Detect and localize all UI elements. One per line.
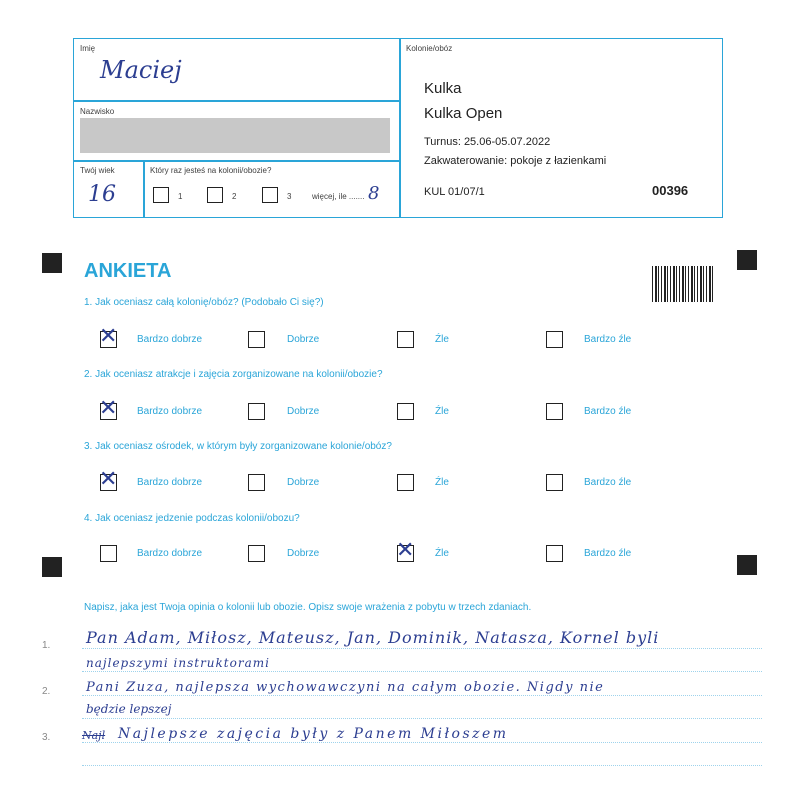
struck-word: Najl [82, 729, 106, 742]
line-number: 1. [42, 640, 51, 651]
header-divider [143, 160, 145, 218]
answer-checkbox-q1-1[interactable] [99, 324, 118, 349]
times-option-3: 3 [287, 192, 292, 201]
header-divider [399, 38, 401, 218]
times-label: Który raz jesteś na kolonii/obozie? [150, 166, 272, 175]
times-checkbox-3[interactable] [262, 187, 278, 203]
question-4: 4. Jak oceniasz jedzenie podczas kolonii/obozu? [84, 513, 300, 524]
age-label: Twój wiek [80, 166, 115, 175]
answer-option-label: Bardzo dobrze [137, 477, 203, 488]
answer-option-label: Bardzo źle [584, 406, 632, 417]
more-label: więcej, ile ....... [312, 192, 365, 201]
opinion-prompt: Napisz, jaka jest Twoja opinia o kolonii lub obozie. Opisz swoje wrażenia z pobytu w trzech zdaniach. [84, 602, 532, 613]
barcode [652, 266, 714, 302]
camp-program: Kulka Open [424, 105, 503, 122]
answer-checkbox-q1-2[interactable] [248, 331, 265, 348]
redacted-surname [80, 118, 390, 153]
answer-option-label: Źle [435, 548, 449, 559]
answer-option-label: Dobrze [287, 477, 320, 488]
answer-option-label: Bardzo dobrze [137, 406, 203, 417]
registration-marker [42, 557, 62, 577]
answer-line-1: Pan Adam, Miłosz, Mateusz, Jan, Dominik, Natasza, Kornel byli [86, 628, 660, 647]
answer-checkbox-q2-1[interactable] [99, 396, 118, 421]
times-option-2: 2 [232, 192, 237, 201]
name-label: Imię [80, 44, 96, 53]
answer-option-label: Bardzo dobrze [137, 334, 203, 345]
header-divider [73, 160, 400, 162]
answer-option-label: Źle [435, 477, 449, 488]
answer-checkbox-q4-3[interactable] [396, 538, 415, 563]
answer-option-label: Źle [435, 406, 449, 417]
answer-line-5: Najlepsze zajęcia były z Panem Miłoszem [118, 726, 509, 742]
answer-option-label: Dobrze [287, 334, 320, 345]
answer-option-label: Bardzo źle [584, 477, 632, 488]
answer-checkbox-q1-4[interactable] [546, 331, 563, 348]
times-checkbox-1[interactable] [153, 187, 169, 203]
check-mark-icon: ✕ [99, 396, 118, 421]
answer-option-label: Bardzo źle [584, 548, 632, 559]
question-1: 1. Jak oceniasz całą kolonię/obóz? (Podobało Ci się?) [84, 297, 324, 308]
answer-option-label: Bardzo źle [584, 334, 632, 345]
surname-label: Nazwisko [80, 107, 115, 116]
writing-line [82, 718, 762, 719]
writing-line [82, 765, 762, 766]
header-divider [73, 100, 400, 102]
question-2: 2. Jak oceniasz atrakcje i zajęcia zorganizowane na kolonii/obozie? [84, 369, 383, 380]
check-mark-icon: ✕ [99, 324, 118, 349]
turnus: Turnus: 25.06-05.07.2022 [424, 136, 551, 148]
writing-line [82, 695, 762, 696]
answer-checkbox-q4-4[interactable] [546, 545, 563, 562]
answer-checkbox-q2-2[interactable] [248, 403, 265, 420]
answer-line-4: będzie lepszej [86, 702, 172, 716]
line-number: 3. [42, 732, 51, 743]
answer-option-label: Bardzo dobrze [137, 548, 203, 559]
form-number: 00396 [652, 183, 689, 198]
answer-checkbox-q3-2[interactable] [248, 474, 265, 491]
answer-checkbox-q2-4[interactable] [546, 403, 563, 420]
survey-title: ANKIETA [84, 260, 172, 282]
answer-checkbox-q3-4[interactable] [546, 474, 563, 491]
check-mark-icon: ✕ [99, 467, 118, 492]
name-value: Maciej [100, 56, 182, 84]
registration-marker [42, 253, 62, 273]
age-value: 16 [88, 182, 116, 207]
registration-marker [737, 250, 757, 270]
times-option-1: 1 [178, 192, 183, 201]
answer-checkbox-q4-2[interactable] [248, 545, 265, 562]
writing-line [82, 671, 762, 672]
answer-checkbox-q3-3[interactable] [397, 474, 414, 491]
answer-line-2: najlepszymi instruktorami [86, 656, 270, 670]
answer-checkbox-q4-1[interactable] [100, 545, 117, 562]
camp-code: KUL 01/07/1 [424, 186, 485, 198]
more-value: 8 [368, 183, 380, 204]
answer-option-label: Dobrze [287, 406, 320, 417]
writing-line [82, 648, 762, 649]
times-checkbox-2[interactable] [207, 187, 223, 203]
camp-label: Kolonie/obóz [406, 44, 453, 53]
answer-option-label: Źle [435, 334, 449, 345]
answer-checkbox-q1-3[interactable] [397, 331, 414, 348]
writing-line [82, 742, 762, 743]
answer-line-3: Pani Zuza, najlepsza wychowawczyni na całym obozie. Nigdy nie [86, 680, 605, 695]
answer-option-label: Dobrze [287, 548, 320, 559]
camp-name: Kulka [424, 80, 462, 97]
answer-checkbox-q3-1[interactable] [99, 467, 118, 492]
question-3: 3. Jak oceniasz ośrodek, w którym były zorganizowane kolonie/obóz? [84, 441, 392, 452]
line-number: 2. [42, 686, 51, 697]
accommodation: Zakwaterowanie: pokoje z łazienkami [424, 155, 607, 167]
answer-checkbox-q2-3[interactable] [397, 403, 414, 420]
registration-marker [737, 555, 757, 575]
check-mark-icon: ✕ [396, 538, 415, 563]
